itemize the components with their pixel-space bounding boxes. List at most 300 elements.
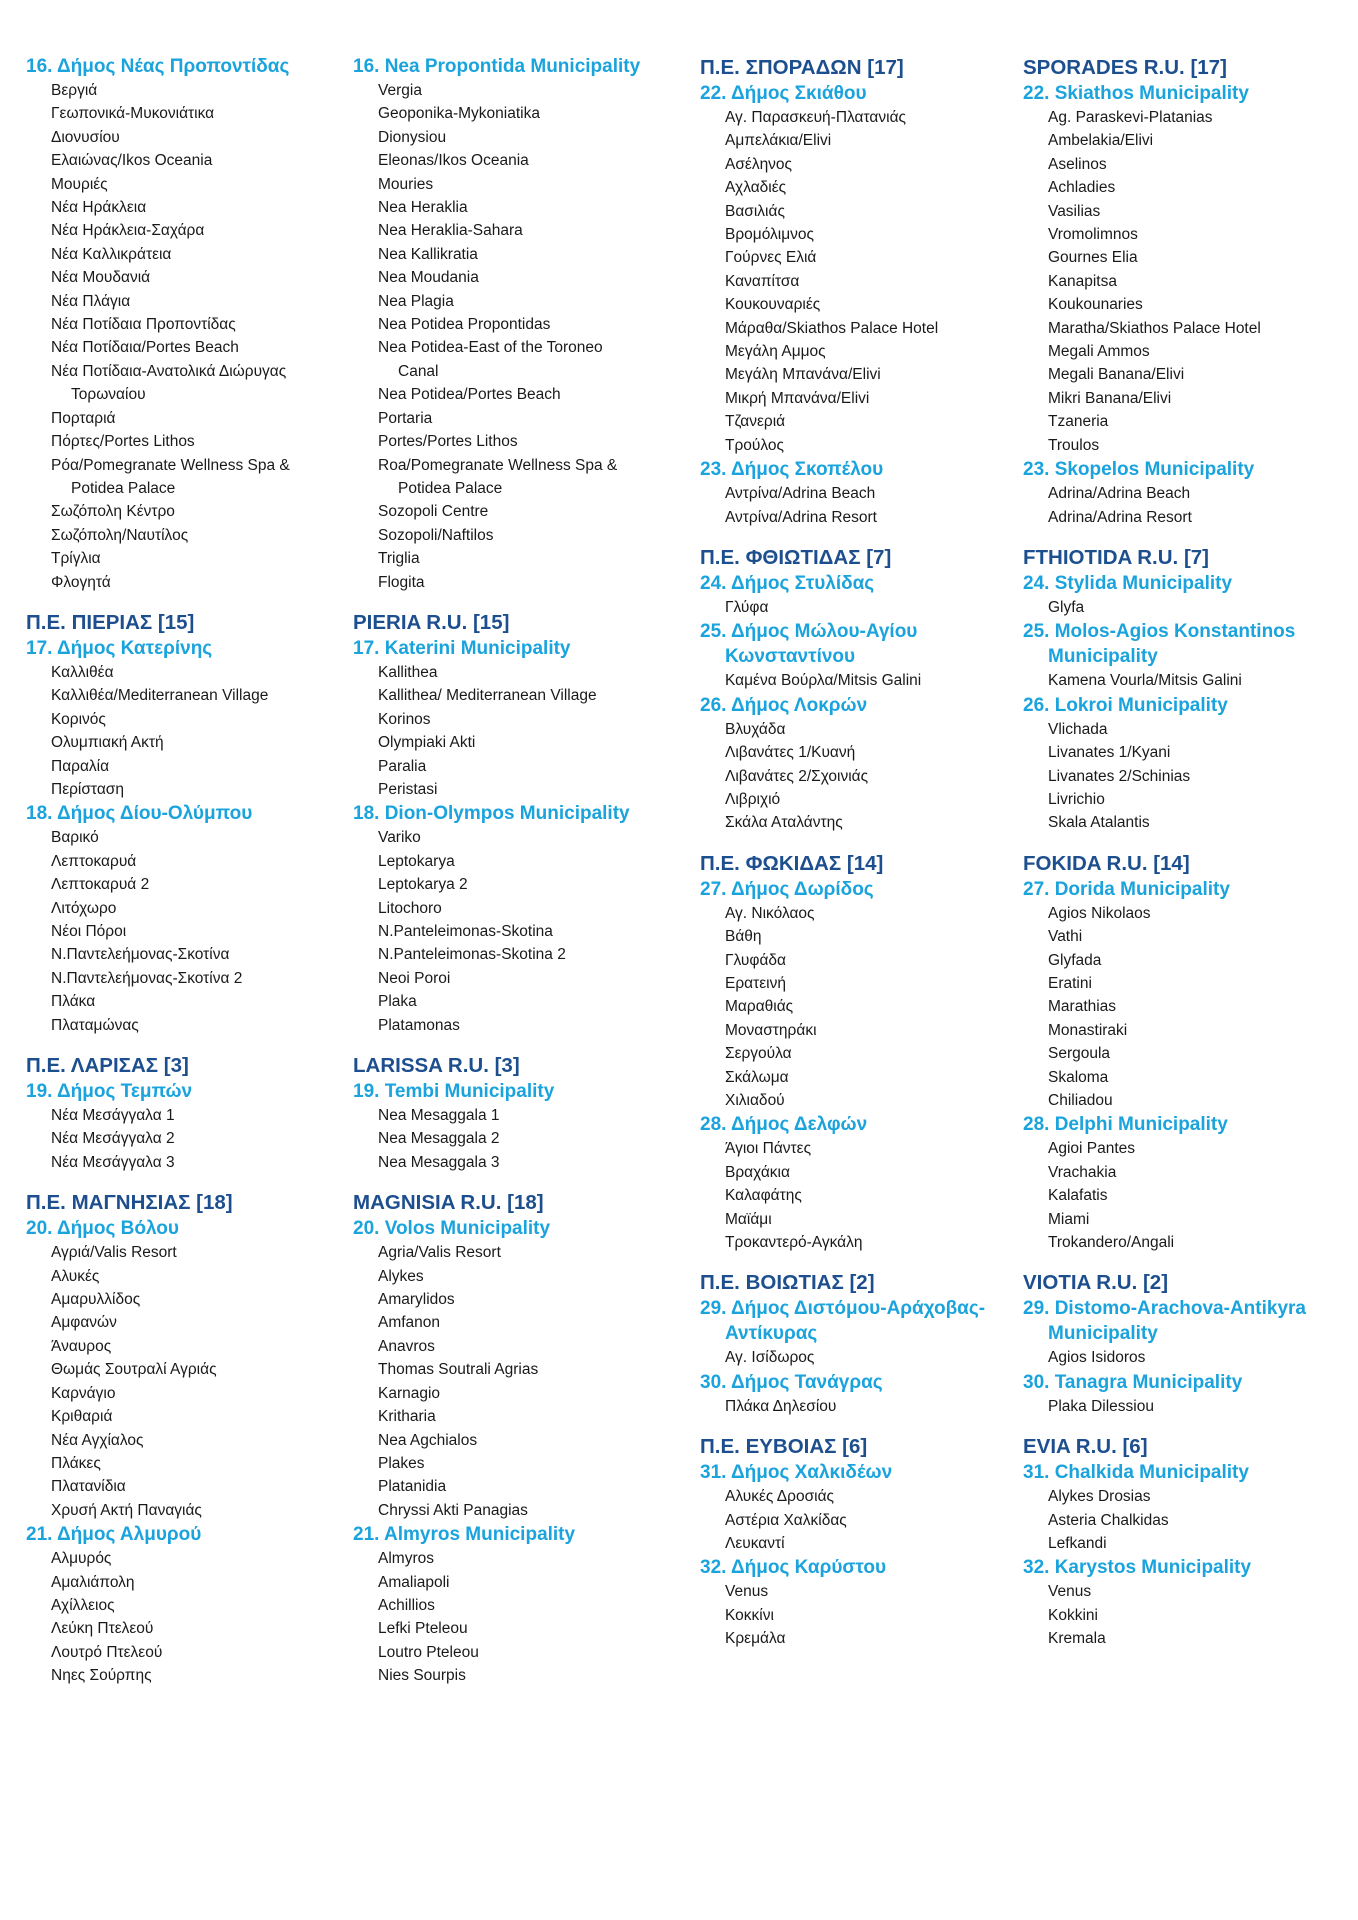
list-item [700,270,1010,293]
list-item [353,897,663,920]
heading-line: Π.Ε. ΣΠΟΡΑΔΩΝ [17] [700,56,904,79]
beach-name: Μάραθα/Skiathos Palace Hotel [725,319,939,337]
list-item [1023,1532,1343,1555]
beach-name: Μαραθιάς [725,998,794,1016]
beach-name: Nea Moudania [378,269,479,287]
beach-list [353,1104,663,1174]
beach-name: Flogita [378,573,425,591]
list-item [26,173,326,196]
beach-name: Kallithea/ Mediterranean Village [378,687,597,705]
beach-name: Litochoro [378,899,442,917]
beach-name: Livrichio [1048,790,1105,808]
heading-line: Κωνσταντίνου [725,646,856,668]
beach-list [1023,1137,1343,1254]
beach-name: Κοκκίνι [725,1606,774,1624]
list-item [1023,1580,1343,1603]
beach-name: Vasilias [1048,202,1101,220]
list-item [1023,153,1343,176]
beach-name: Γούρνες Ελιά [725,249,817,267]
municipality-heading [26,636,326,661]
beach-name: Maratha/Skiathos Palace Hotel [1048,319,1261,337]
list-item [1023,1066,1343,1089]
list-item [353,1475,663,1498]
list-item [353,407,663,430]
heading-line: MAGNISIA R.U. [18] [353,1191,544,1215]
list-item [26,1358,326,1381]
list-item [353,1014,663,1037]
list-item [1023,949,1343,972]
list-item [1023,1208,1343,1231]
beach-name: Νέα Ποτίδαια-Ανατολικά Διώρυγας [51,362,287,380]
beach-list [353,1241,663,1522]
list-item [26,1452,326,1475]
section-gap [353,1174,663,1189]
beach-name: Μαϊάμι [725,1210,772,1228]
beach-name: Αλυκές Δροσιάς [725,1488,835,1506]
beach-name: Plaka Dilessiou [1048,1397,1154,1415]
municipality-heading [700,81,1010,106]
beach-name: Τορωναίου [71,386,146,404]
list-item [353,547,663,570]
beach-list [1023,718,1343,835]
beach-name: Πόρτες/Portes Lithos [51,433,195,451]
list-item [353,731,663,754]
beach-name: Νηες Σούρπης [51,1667,152,1685]
beach-name: Αντρίνα/Adrina Resort [725,508,877,526]
beach-name: Agios Isidoros [1048,1349,1146,1367]
municipality-heading [700,619,1010,669]
beach-name: Σωζόπολη Κέντρο [51,503,175,521]
beach-name: Ασέληνος [725,155,793,173]
beach-name: Eratini [1048,974,1092,992]
beach-name: Νέα Μεσάγγαλα 2 [51,1130,175,1148]
beach-name: Potidea Palace [398,479,503,497]
heading-line: 22. Δήμος Σκιάθου [700,83,867,104]
list-item [1023,246,1343,269]
beach-name: Αγ. Παρασκευή-Πλατανιάς [725,109,906,126]
beach-name: Agioi Pantes [1048,1140,1136,1158]
beach-name: Loutro Pteleou [378,1643,479,1661]
beach-name: Μουριές [51,175,108,193]
heading-line: LARISSA R.U. [3] [353,1054,520,1078]
list-item [26,708,326,731]
beach-name: Koukounaries [1048,296,1143,314]
beach-name: Άγιοι Πάντες [725,1140,812,1158]
list-item [700,1604,1010,1627]
beach-name: Γλύφα [725,598,769,616]
list-item [1023,741,1343,764]
beach-name: Nea Heraklia-Sahara [378,222,523,240]
municipality-heading [700,571,1010,596]
section-gap [700,1418,1010,1433]
list-item [1023,1509,1343,1532]
beach-list [700,669,1010,692]
beach-name: Ρόα/Pomegranate Wellness Spa & [51,456,290,474]
beach-name: Αχλαδιές [725,179,787,197]
beach-name: Vromolimnos [1048,226,1138,244]
beach-name: Peristasi [378,780,438,798]
list-item [353,1547,663,1570]
list-item [700,1532,1010,1555]
list-item [1023,902,1343,925]
beach-list [700,1137,1010,1254]
list-item [700,1137,1010,1160]
municipality-heading [1023,1370,1343,1395]
beach-list [353,79,663,594]
list-item [353,454,663,501]
regional-unit-heading [353,1052,663,1079]
beach-name: Αγριά/Valis Resort [51,1244,177,1262]
list-item [1023,317,1343,340]
list-item [353,1405,663,1428]
beach-name: Leptokarya [378,852,455,870]
beach-name: Alykes Drosias [1048,1488,1151,1506]
beach-name: Αγ. Νικόλαος [725,904,815,922]
list-item [700,1627,1010,1650]
list-item [26,454,326,501]
beach-name: Νέα Ηράκλεια-Σαχάρα [51,222,205,240]
beach-name: Τρίγλια [51,550,101,568]
list-item [26,943,326,966]
beach-name: Βαρικό [51,829,99,847]
beach-name: Αμφανών [51,1314,117,1332]
list-item [700,363,1010,386]
beach-name: Νέα Μουδανιά [51,269,151,287]
municipality-heading [1023,619,1343,669]
list-item [26,1617,326,1640]
municipality-heading [1023,1460,1343,1485]
municipality-heading [1023,693,1343,718]
beach-name: Lefkandi [1048,1535,1107,1553]
beach-name: Kritharia [378,1408,436,1426]
list-item [353,1241,663,1264]
beach-name: Triglia [378,550,420,568]
beach-name: Σωζόπολη/Ναυτίλος [51,526,189,544]
list-item [26,1127,326,1150]
list-item [1023,669,1343,692]
list-item [353,500,663,523]
heading-line: Αντίκυρας [725,1323,818,1345]
beach-name: Λιβανάτες 2/Σχοινιάς [725,767,869,785]
heading-line: Π.Ε. ΕΥΒΟΙΑΣ [6] [700,1435,868,1459]
beach-name: Νέα Μεσάγγαλα 3 [51,1153,175,1171]
heading-line: 20. Δήμος Βόλου [26,1218,179,1240]
beach-name: Kallithea [378,663,438,681]
list-item [353,1452,663,1475]
list-item [353,1594,663,1617]
heading-line: EVIA R.U. [6] [1023,1435,1148,1459]
beach-list [700,1395,1010,1418]
beach-list [26,79,326,594]
list-item [1023,106,1343,129]
list-item [26,731,326,754]
list-item [26,571,326,594]
municipality-heading [700,693,1010,718]
list-item [700,434,1010,457]
list-item [700,340,1010,363]
beach-name: Tzaneria [1048,413,1109,431]
heading-line: 24. Δήμος Στυλίδας [700,572,875,594]
list-item [353,149,663,172]
regional-unit-heading [700,54,1010,81]
regional-unit-heading [700,850,1010,877]
beach-name: Amaliapoli [378,1573,450,1591]
beach-name: Πλαταμώνας [51,1016,139,1034]
list-item [700,788,1010,811]
list-item [1023,293,1343,316]
heading-line: 16. Δήμος Νέας Προποντίδας [26,56,290,77]
beach-name: Olympiaki Akti [378,734,476,752]
regional-unit-heading [700,1269,1010,1296]
regional-unit-heading [700,544,1010,571]
beach-name: Κριθαριά [51,1408,113,1426]
list-item [26,826,326,849]
list-item [26,1288,326,1311]
beach-name: Διονυσίου [51,128,120,146]
list-item [26,313,326,336]
beach-name: Platanidia [378,1478,447,1496]
list-item [353,1358,663,1381]
beach-name: Ν.Παντελεήμονας-Σκοτίνα [51,946,230,964]
beach-name: Σκάλωμα [725,1068,789,1086]
list-item [1023,718,1343,741]
list-item [26,1014,326,1037]
list-item [353,126,663,149]
regional-unit-heading [1023,850,1343,877]
list-item [700,317,1010,340]
beach-name: Kanapitsa [1048,272,1117,290]
beach-name: Nea Mesaggala 2 [378,1130,500,1148]
column-greek-1 [26,54,326,1688]
municipality-heading [700,1370,1010,1395]
regional-unit-heading [1023,1433,1343,1460]
list-item [1023,765,1343,788]
list-item [26,990,326,1013]
beach-name: Amarylidos [378,1291,455,1309]
beach-name: Βάθη [725,928,762,946]
beach-name: Ολυμπιακή Ακτή [51,734,164,752]
beach-name: Ag. Paraskevi-Platanias [1048,109,1213,126]
list-item [26,126,326,149]
beach-name: Άναυρος [51,1337,112,1355]
beach-name: Glyfada [1048,951,1102,969]
heading-line: 30. Δήμος Τανάγρας [700,1371,883,1393]
list-item [1023,434,1343,457]
list-item [353,1571,663,1594]
heading-line: 31. Chalkida Municipality [1023,1462,1249,1484]
list-item [26,336,326,359]
heading-line: 20. Volos Municipality [353,1218,551,1240]
list-item [1023,1089,1343,1112]
beach-list [700,596,1010,619]
list-item [26,1547,326,1570]
list-item [26,1311,326,1334]
list-item [26,778,326,801]
beach-name: Nea Potidea Propontidas [378,316,551,334]
municipality-heading [1023,1112,1343,1137]
list-item [700,129,1010,152]
beach-name: Αγ. Ισίδωρος [725,1349,815,1367]
beach-name: Αλυκές [51,1267,100,1285]
list-item [1023,223,1343,246]
list-item [1023,200,1343,223]
beach-name: Θωμάς Σουτραλί Αγριάς [51,1361,217,1379]
beach-name: Dionysiou [378,128,447,146]
beach-name: Neoi Poroi [378,969,451,987]
heading-line: 21. Almyros Municipality [353,1524,576,1546]
beach-list [1023,482,1343,529]
list-item [700,925,1010,948]
beach-name: Adrina/Adrina Resort [1048,508,1192,526]
heading-line: FTHIOTIDA R.U. [7] [1023,545,1210,569]
beach-name: Alykes [378,1267,424,1285]
list-item [1023,995,1343,1018]
beach-name: Achillios [378,1596,435,1614]
beach-name: Σκάλα Αταλάντης [725,814,843,832]
heading-line: PIERIA R.U. [15] [353,610,510,634]
beach-name: Anavros [378,1337,435,1355]
section-gap [26,1174,326,1189]
list-item [353,1104,663,1127]
beach-name: Aselinos [1048,155,1107,173]
list-item [353,336,663,383]
beach-name: Plaka [378,993,417,1011]
beach-name: Lefki Pteleou [378,1620,468,1638]
municipality-heading [700,1555,1010,1580]
beach-list [700,482,1010,529]
list-item [26,524,326,547]
list-item [700,387,1010,410]
list-item [1023,1019,1343,1042]
beach-name: Miami [1048,1210,1090,1228]
beach-name: Περίσταση [51,780,124,798]
list-item [26,1104,326,1127]
beach-name: Χρυσή Ακτή Παναγιάς [51,1501,202,1519]
beach-name: Roa/Pomegranate Wellness Spa & [378,456,618,474]
list-item [26,1335,326,1358]
beach-name: Λεύκη Πτελεού [51,1620,154,1638]
heading-line: 28. Delphi Municipality [1023,1114,1228,1136]
section-gap [700,1254,1010,1269]
beach-list [700,718,1010,835]
list-item [26,755,326,778]
list-item [700,1346,1010,1369]
beach-name: Nea Kallikratia [378,245,478,263]
beach-name: Λιβριχιό [725,790,781,808]
beach-name: Korinos [378,710,431,728]
municipality-heading [700,1460,1010,1485]
beach-name: Nea Plagia [378,292,454,310]
list-item [26,547,326,570]
list-item [700,246,1010,269]
municipality-heading [26,1522,326,1547]
beach-name: Vrachakia [1048,1163,1117,1181]
list-item [353,920,663,943]
beach-name: Vergia [378,82,422,99]
list-item [700,811,1010,834]
beach-list [353,661,663,801]
list-item [1023,1485,1343,1508]
regional-unit-heading [26,1189,326,1216]
heading-line: FOKIDA R.U. [14] [1023,851,1190,875]
beach-name: N.Panteleimonas-Skotina 2 [378,946,566,964]
list-item [353,313,663,336]
beach-list [700,902,1010,1113]
list-item [353,79,663,102]
beach-name: Νέα Αγχίαλος [51,1431,144,1449]
municipality-heading [26,54,326,79]
beach-list [1023,596,1343,619]
heading-line: 29. Distomo-Arachova-Antikyra [1023,1298,1306,1320]
regional-unit-heading [353,1189,663,1216]
heading-line: Π.Ε. ΛΑΡΙΣΑΣ [3] [26,1054,189,1078]
beach-name: Agria/Valis Resort [378,1244,501,1262]
list-item [1023,176,1343,199]
beach-name: Λευκαντί [725,1535,785,1553]
beach-name: Portaria [378,409,433,427]
beach-list [353,826,663,1037]
list-item [700,1019,1010,1042]
beach-name: Καμένα Βούρλα/Mitsis Galini [725,672,922,690]
beach-name: Canal [398,362,439,380]
section-gap [1023,529,1343,544]
list-item [700,482,1010,505]
municipality-heading [353,54,663,79]
regional-unit-heading [353,609,663,636]
list-item [353,383,663,406]
municipality-heading [353,1216,663,1241]
beach-list [26,1547,326,1687]
list-item [26,500,326,523]
list-item [700,1161,1010,1184]
heading-line: 30. Tanagra Municipality [1023,1371,1243,1393]
list-item [353,1265,663,1288]
beach-name: Κρεμάλα [725,1630,786,1648]
beach-name: Τρούλος [725,436,784,454]
heading-line: 24. Stylida Municipality [1023,572,1233,594]
beach-name: Πορταριά [51,409,116,427]
list-item [353,661,663,684]
beach-list [700,1485,1010,1555]
list-item [700,1509,1010,1532]
municipality-heading [1023,457,1343,482]
list-item [26,1382,326,1405]
beach-name: Marathias [1048,998,1117,1016]
beach-name: Λεπτοκαρυά 2 [51,876,150,894]
list-item [1023,363,1343,386]
list-item [353,1311,663,1334]
beach-name: Αμαρυλλίδος [51,1291,141,1309]
list-item [26,850,326,873]
beach-name: Αστέρια Χαλκίδας [725,1511,847,1529]
beach-name: Trokandero/Angali [1048,1234,1175,1252]
list-item [700,1089,1010,1112]
list-item [26,1641,326,1664]
heading-line: 21. Δήμος Αλμυρού [26,1524,202,1546]
beach-list [700,106,1010,457]
beach-name: Kremala [1048,1630,1106,1648]
municipality-heading [1023,1555,1343,1580]
list-item [1023,482,1343,505]
list-item [1023,270,1343,293]
list-item [353,243,663,266]
list-item [26,1475,326,1498]
list-item [353,1499,663,1522]
beach-name: Σεργούλα [725,1045,792,1063]
municipality-heading [353,801,663,826]
list-item [1023,596,1343,619]
list-item [26,219,326,242]
